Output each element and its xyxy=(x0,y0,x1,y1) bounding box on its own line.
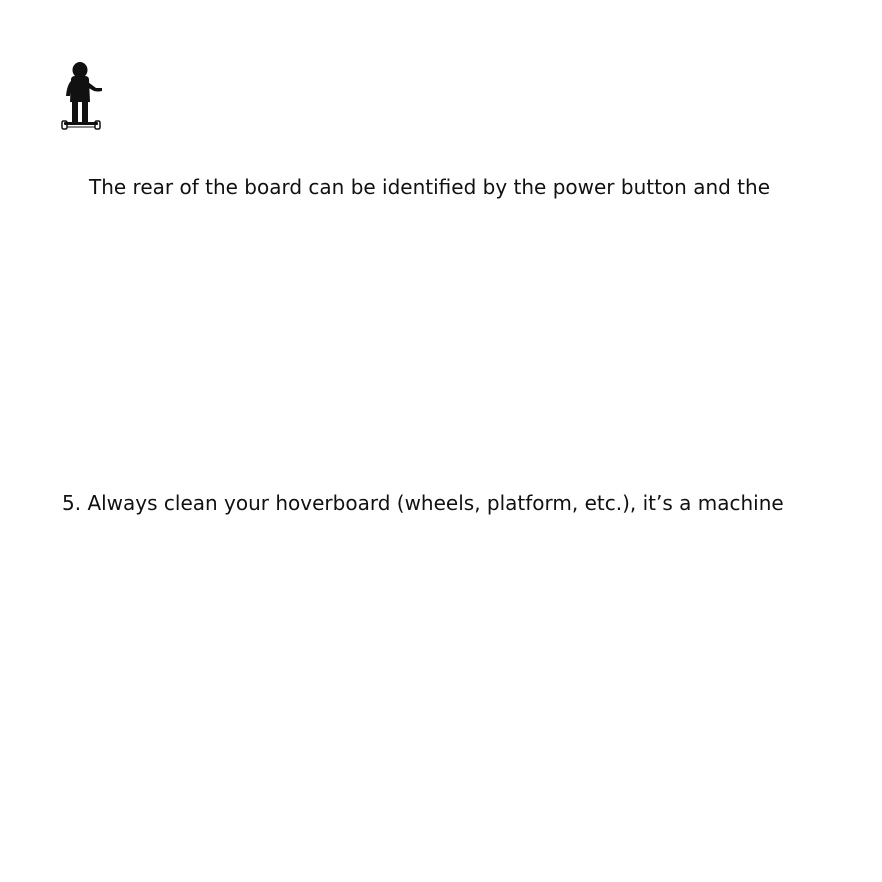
person-on-hoverboard-icon xyxy=(60,60,108,132)
instruction-text-clean-hoverboard: 5. Always clean your hoverboard (wheels, platform, etc.), it’s a machine xyxy=(62,491,784,515)
instruction-text-rear-of-board: The rear of the board can be identified by the power button and the xyxy=(89,175,771,199)
